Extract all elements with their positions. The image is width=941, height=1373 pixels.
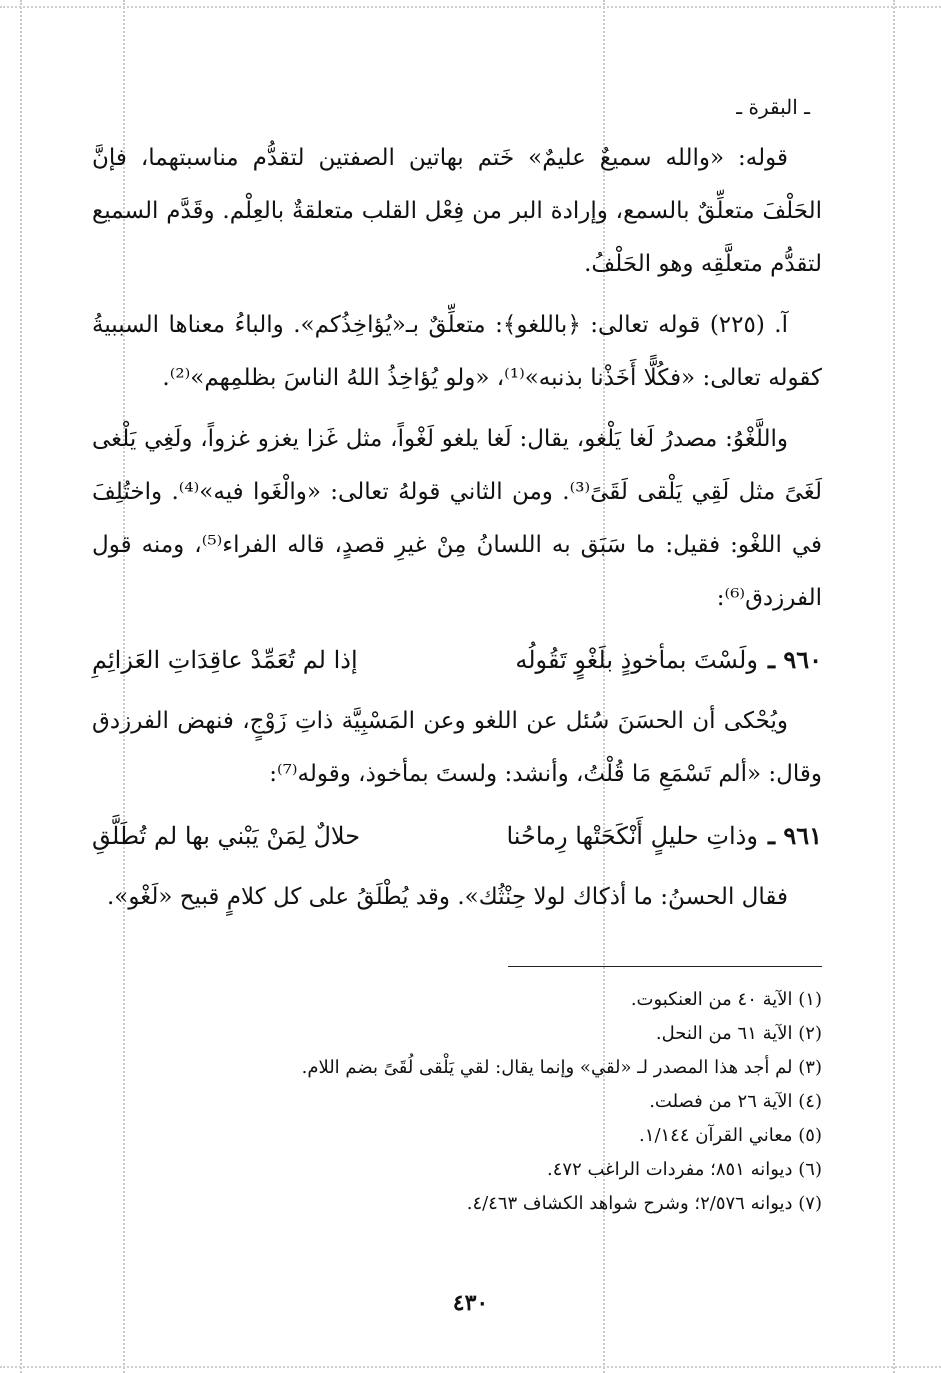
verse-line xyxy=(92,809,822,863)
verse-first-hemistich: ولَسْتَ بمأخوذٍ بلَغْوٍ تَقُولُه xyxy=(515,646,758,674)
footnote: (١) الآية ٤٠ من العنكبوت. xyxy=(630,989,822,1010)
verse-second-hemistich: إذا لم تُعَمِّدْ عاقِدَاتِ العَزائِمِ xyxy=(92,646,358,674)
footnote: (٦) ديوانه ٨٥١؛ مفردات الراغب ٤٧٢. xyxy=(547,1159,822,1180)
page-number: ٤٣٠ xyxy=(452,1290,489,1316)
guide-line xyxy=(0,6,941,8)
paragraph: واللَّغْوُ: مصدرُ لَغا يَلْغو، يقال: لَغا يلغو لَغْواً، مثل غَزا يغزو غزواً، ولَغِي يَلْغى لَغَىً مثل لَقِي يَلْقى لَقَىً⁽³⁾. ومن الثاني قولهُ تعالى: «والْغَوا فيه»⁽⁴⁾. واختُلِفَ في اللغْو: فقيل: ما سَبَق به اللسانُ مِنْ غيرِ قصدٍ، قاله الفراء⁽⁵⁾، ومنه قول الفرزدق⁽⁶⁾: xyxy=(92,426,822,611)
guide-line xyxy=(0,1366,941,1368)
footnote: (٥) معاني القرآن ١/١٤٤. xyxy=(639,1125,822,1146)
footnote: (٧) ديوانه ٢/٥٧٦؛ وشرح شواهد الكشاف ٤/٤٦٣. xyxy=(466,1193,822,1214)
verse-line xyxy=(92,633,822,687)
paragraph: ويُحْكى أن الحسَنَ سُئل عن اللغو وعن المَسْبِيَّة ذاتِ زَوْجٍ، فنهض الفرزدق وقال: «ألم تَسْمَعِ مَا قُلْتُ، وأنشد: ولستَ بمأخوذ، وقوله⁽⁷⁾: xyxy=(92,708,822,787)
footnote: (٢) الآية ٦١ من النحل. xyxy=(655,1023,822,1044)
running-head: ـ البقرة ـ xyxy=(736,95,810,119)
verse-number: ٩٦١ ـ xyxy=(767,821,822,850)
paragraph: فقال الحسنُ: ما أذكاك لولا حِنْثُك». وقد يُطْلَقُ على كل كلامٍ قبيح «لَغْو». xyxy=(106,884,788,910)
guide-line xyxy=(893,0,895,1373)
paragraph: قوله: «والله سميعٌ عليمٌ» خَتم بهاتين الصفتين لتقدُّم مناسبتهما، فإنَّ الحَلْفَ متعلِّقٌ بالسمع، وإرادة البر من فِعْل القلب متعلقةٌ بالعِلْم. وقَدَّم السميع لتقدُّم متعلَّقِه وهو الحَلْفُ. xyxy=(92,145,822,277)
footnote: (٤) الآية ٢٦ من فصلت. xyxy=(649,1091,822,1112)
page-body xyxy=(92,92,822,1221)
verse-second-hemistich: حلالٌ لِمَنْ يَبْني بها لم تُطَلَّقِ xyxy=(92,822,361,850)
verse-number: ٩٦٠ ـ xyxy=(767,645,822,674)
verse-first-hemistich: وذاتِ حليلٍ أَنْكَحَتْها رِماحُنا xyxy=(506,822,758,850)
footnote: (٣) لم أجد هذا المصدر لـ «لقي» وإنما يقال: لقي يَلْقى لُقَىً بضم اللام. xyxy=(301,1057,822,1078)
footnotes xyxy=(92,983,822,1221)
footnote-separator xyxy=(508,966,822,967)
guide-line xyxy=(20,0,22,1373)
paragraph: آ. (٢٢٥) قوله تعالى: ﴿باللغو﴾: متعلِّقٌ بـ«يُؤاخِذُكم». والباءُ معناها السببيةُ كقوله تعالى: «فكُلًّا أَخَذْنا بذنبه»⁽¹⁾، «ولو يُؤاخِذُ اللهُ الناسَ بظلمِهم»⁽²⁾. xyxy=(92,312,822,391)
